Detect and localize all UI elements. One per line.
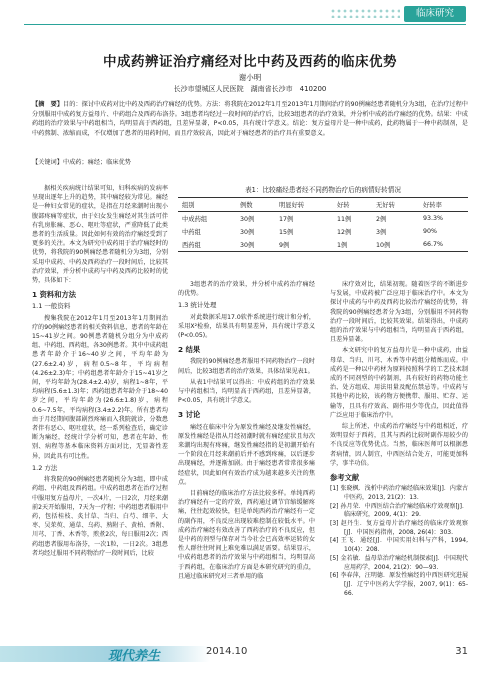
abstract [32,100,468,138]
intro-paragraph: 据相关疾病统计结果可知，妇科疾病的发病率呈现出逐年上升的趋势，其中痛经较为常见。痛经是一种妇女常见的症状，是指在月经来潮时出现小腹部疼痛等症状，由于妇女发生痛经对其生活可伴有乳房胀痛、恶心、呕吐等症状，严重降低了此类患者的生活质量。因此如何有效的治疗痛经受到了更多的关注。本文为研究中成药用于治疗痛经时的优势，将我院的90例痛经患者随机分为3组，分别采用中成药、中药及西药治疗一段时间后，比较其治疗效果，并分析中成药与中药及西药比较时的优势，具体如下： [32,185,168,285]
table-cell: 11例 [337,216,352,223]
results-table [178,197,468,252]
section-heading-materials: 1 资料和方法 [32,290,77,300]
reference-item: [2] 孙月荣．中西医结合治疗痛经临床疗效观察[J]．临床研究，2009, 4(1)：29. [330,502,468,519]
table-cell: 30例 [240,229,255,236]
table-cell: 9例 [279,242,290,249]
table-cell: 2例 [376,216,387,223]
table-cell: 15例 [279,229,294,236]
discussion-paragraph: 本文研究中的复方益母片是一种中成药，由益母草、当归、川芎、木香等中药组分精炼而成。中成药是一种以中药材为原料按照科学的工艺技术制成的不同剂型的中药制剂，具有较好的药物功能主治、处方组成、用法用量及配伍禁忌等。中成药与其他中药比较，该药物方便携带、服用、贮存、运输等，且具有疗效高、副作用少等优点，因此值得广泛应用于临床治疗中。 [330,347,468,419]
table-header-cell: 明显好转 [279,202,305,209]
issue-number: 2014.10 [206,646,248,657]
table-cell: 3例 [376,229,387,236]
table-cell: 30例 [240,242,255,249]
reference-item: [3] 赵丹生．复方益母片治疗痛经的临床疗效观察[J]．中国医药指南，2008, 26(4)：303. [330,520,468,536]
results-paragraph: 从表1中结果可以得出：中成药组的治疗效果与中药组相当，均明显高于西药组，且差异显著，P<0.05，具有统计学意义。 [178,378,315,405]
table-header-cell: 好转率 [423,202,442,209]
keywords [32,158,468,167]
column-right [330,280,468,598]
journal-name: 现代养生 [108,649,161,664]
references-list [330,485,468,598]
article-affiliation: 长沙市望城区人民医院 湖南省长沙市 410200 [173,85,327,93]
section-tag: 临床研究 [404,6,466,22]
discussion-paragraph: 痛经在临床中分为原发性痛经及继发性痛经，原发性痛经是指从月经初潮时就有痛经症状且每次来潮均出现有疼痛，继发性痛经指的是初潮开始有一个阶段在月经来潮前后并不感到疼痛，以后逐步出现痛经，并逐渐加剧。由于痛经患者常常很多痛经症状，因此如何有效治疗成为越来越多关注的焦点。 [178,423,315,486]
table-row [178,225,468,238]
conclusion-paragraph: 综上所述，中成药治疗痛经与中药组相近，疗效明显好于西药，且其与西药比较时副作用较少的不良反应等优势优点。当然，临床医师可以根据患者病情，因人制宜，中西医结合处方，可能更加科学，事半功倍。 [330,423,468,467]
table-cell: 17例 [279,216,294,223]
section-heading-discussion: 3 讨论 [178,410,201,420]
article-title: 中成药辨证治疗痛经对比中药及西药的临床优势 [103,54,397,70]
table-cell: 90% [423,228,437,235]
table-row [178,238,468,252]
column-left [32,184,168,560]
table-header-cell: 好转 [337,202,350,209]
methods-continued: 3组患者的治疗效果，并分析中成药治疗痛经的优势。 [178,281,315,298]
table-row [178,212,468,226]
footer-band [0,646,210,662]
results-table-block [178,184,468,252]
subsection-heading-general: 1.1 一般资料 [32,302,71,311]
table-cell: 30例 [240,216,255,223]
statistics-paragraph: 对此数据采用17.0软件系统进行统计和分析，采用X²检验，结果具有明显差异，具有统计学意义(P<0.05)。 [178,313,315,340]
table-title: 表1：比较痛经患者经不同药物治疗后的病情好转情况 [245,186,401,194]
table-cell: 1例 [337,242,348,249]
table-cell: 12例 [337,229,352,236]
reference-item: [4] 王飞．通经[J]．中国实用妇科与产科，1994, 10(4)：208. [330,537,468,554]
reference-item: [5] 金若敏．益母草治疗痛经机制探索[J]．中国现代应用药学，2004, 21(2)：90—93. [330,554,468,571]
article-author: 谢小明 [238,73,262,82]
keywords-label: 【关键词】 [32,159,63,166]
table-header-cell: 例数 [240,202,253,209]
page-number: 31 [455,646,468,657]
page-footer [0,640,500,666]
reference-item: [1] 张晓枫．浅析中药治疗痛经临床效果[J]．内蒙古中医药，2013, 21(2)：13. [330,485,468,501]
table-header-row [178,198,468,212]
keywords-text: 中成药；痛经；临床优势 [62,159,131,166]
discussion-paragraph: 目前痛经的临床治疗方法比较多样。单纯西药治疗痛经有一定的疗效，西药通过调节宫缩缓解疼痛，往往起效较快，但是单纯西药治疗痛经有一定的副作用，不良反应出现较难控制在较低水平。中成药治疗痛经有效改善了西药治疗的不良反应，但是中药的剂型与保存对当今社会已高效率运转的女性人群往往时间上难免难以满足需要。结果显示，中成药组患者的治疗效果与中药组相当，均明显高于西药组，在临床治疗方面是本研究研究的重点，且通过临床研究对三者单用的临 [178,490,315,580]
discussion-paragraph: 床疗效对比，结果初现。随着医学的不断进步与发展，中成药被广泛应用于临床治疗中。本文为探讨中成药与中药及西药比较治疗痛经的优势，将我院的90例痛经患者分为3组，分别服用不同药物治疗一段时间后，比较其效果。结果得出，中成药组的治疗效果与中药组相当，均明显高于西药组，且差异显著。 [330,281,468,344]
decorative-dots [330,8,400,18]
table-cell: 66.7% [423,241,444,248]
reference-item: [6] 李春萍，汪明德．原发性痛经的中西医研究进展[J]．辽宁中医药大学学报，2007, 9(1)：65-66. [330,572,468,597]
general-data-paragraph: 搜集我院在2012年1月至2013年1月期间治疗的90例痛经患者的相关资料信息，患者的年龄在15~41岁之间。90例患者随机分组分为中成药组、中药组、西药组，各30例患者。其中中成药组患者年龄介于16~40岁之间，平均年龄为(27.6±2.4)岁，病程0.5~8年，平均病程(4.26±2.3)年；中药组患者年龄介于15~41岁之间，平均年龄为(28.4±2.4)岁，病程1~8年，平均病程(5.6±1.3)年；西药组患者年龄介于18~40岁之间，平均年龄为(26.6±1.8)岁，病程0.6~7.5年，平均病程(3.4±2.2)年。所有患者均由于月经期间腹部剧烈疼痛而入我院就诊，分数患者伴有恶心、呕吐症状，经一系列检查后，确定诊断为痛经，经统计学分析可知，患者在年龄、性别、病程等基本临床资料方面对比，无显著性差异，因此具有可比性。 [32,314,168,460]
table-cell: 中成药组 [182,216,208,223]
subsection-heading-methods: 1.2 方法 [32,463,58,472]
table-cell: 西药组 [182,242,201,249]
abstract-label: 【摘 要】 [32,101,64,108]
table-cell: 10例 [376,242,391,249]
table-header-cell: 无好转 [376,202,395,209]
table-header-cell: 组别 [182,202,195,209]
header-rule [24,24,466,25]
results-paragraph: 我院的90例痛经患者服用不同药物治疗一段时间后，比较3组患者的治疗效果，具体结果见表1。 [178,358,315,375]
top-band [0,0,500,26]
references-heading: 参考文献 [330,473,360,483]
table-cell: 93.3% [423,215,444,222]
abstract-text: 目的：探讨中成药对比中药及西药治疗痛经的优势。方法：将我院在2012年1月至2013年1月期间治疗的90例痛经患者随机分为3组，在治疗过程中分别服用中成药复方益母片、中药组合及西药布洛芬。3组患者均经过一段时间的治疗后，比较3组患者的治疗效果，并分析中成药治疗痛经的优势。结果：中成药组的治疗效果与中药组相当，均明显高于西药组，且差异显著，P<0.05，具有统计学意义。结论：复方益母片是一种中成药，此药物属于一种中药制剂，是中药熬制、浓缩而成，不仅增加了患者的用药时间，而且疗效较高，因此对于痛经患者的治疗具有重要意义。 [32,101,468,137]
column-middle [178,280,315,583]
section-heading-results: 2 结果 [178,345,201,355]
table-cell: 中药组 [182,229,201,236]
subsection-heading-statistics: 1.3 统计处理 [178,301,217,310]
methods-paragraph: 将我院的90例痛经患者随机分为3组，即中成药组、中药组及西药组。中成药组患者在治疗过程中服用复方益母片，一次4片，一日2次，月经来潮前2天开始服用，7天为一疗程；中药组患者服用中药，包括桂枝、炙甘草、当归、白芍、细辛、大枣、吴茱萸、通草、乌药、熟附子、黄柏、香附、川芎、丁香、木香等，煎煮2次，每日服用2次；西药组患者服用布洛芬，一次1粒，一日2次。3组患者均经过服用不同药物治疗一段时间后，比较 [32,476,168,557]
